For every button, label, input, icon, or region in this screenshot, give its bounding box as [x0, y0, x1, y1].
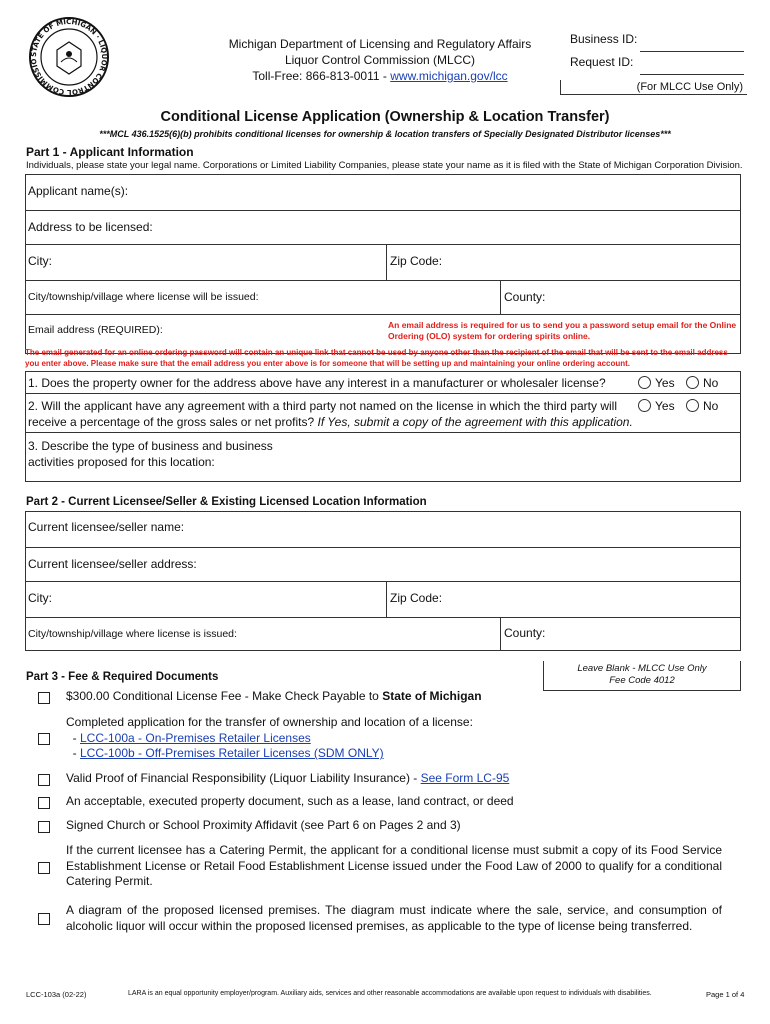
application-item: Completed application for the transfer of ownership and location of a license: - LCC-100a - On-Premises Retailer Licenses - LCC-100b - Off-Premises Retailer Licenses (SDM ONLY)	[66, 715, 473, 760]
catering-permit-item: If the current licensee has a Catering Permit, the applicant for a conditional license must submit a copy of its Food Service Establishment License or Retail Food Establishment License issued under the Food Law of 2000 to qualify for a conditional Catering Permit.	[66, 843, 722, 888]
mlcc-website-link[interactable]: www.michigan.gov/lcc	[390, 69, 508, 83]
questions-box	[25, 371, 741, 482]
part2-box	[25, 511, 741, 651]
q2-yes-radio[interactable]: Yes	[638, 399, 675, 413]
seller-zip-label: Zip Code:	[390, 591, 443, 605]
seller-name-label: Current licensee/seller name:	[28, 520, 185, 534]
part1-instructions: Individuals, please state your legal name. Corporations or Limited Liability Companies, please state your name as it is filed with the State of Michigan Corporation Division.	[26, 160, 743, 171]
applicant-names-label: Applicant name(s):	[28, 184, 129, 198]
form-id: LCC-103a (02-22)	[26, 990, 87, 999]
contact-line: Toll-Free: 866-813-0011 - www.michigan.gov/lcc	[252, 69, 508, 83]
catering-permit-checkbox[interactable]	[38, 862, 50, 874]
business-id-field[interactable]	[640, 50, 744, 52]
q1-yes-radio[interactable]: Yes	[638, 376, 675, 390]
question-2: 2. Will the applicant have any agreement with a third party not named on the license in which the third party will receive a percentage of the gross sales or net profits? If Yes, submit a copy of the agreement with this application.	[28, 399, 633, 429]
part1-box	[25, 174, 741, 354]
question-3: 3. Describe the type of business and business activities proposed for this location:	[28, 439, 273, 469]
request-id-field[interactable]	[640, 73, 744, 75]
diagram-item: A diagram of the proposed licensed premises. The diagram must indicate where the sale, service, and consumption of alcoholic liquor will occur within the proposed licensed premises, as applicable to the type of license being transferred.	[66, 903, 722, 933]
q1-no-radio[interactable]: No	[686, 376, 718, 390]
fee-checkbox[interactable]	[38, 692, 50, 704]
agency-header	[215, 36, 545, 84]
part1-heading: Part 1 - Applicant Information	[26, 145, 194, 159]
lcc-100b-link[interactable]: LCC-100b - Off-Premises Retailer Licenses (SDM ONLY)	[80, 746, 384, 760]
application-checkbox[interactable]	[38, 733, 50, 745]
applicant-names-row[interactable]	[26, 175, 740, 211]
fee-item: $300.00 Conditional License Fee - Make Check Payable to State of Michigan	[66, 689, 482, 703]
email-label: Email address (REQUIRED):	[28, 324, 163, 336]
commission-name: Liquor Control Commission (MLCC)	[284, 53, 476, 67]
question-3-row[interactable]	[26, 433, 740, 481]
form-title: Conditional License Application (Ownership & Location Transfer)	[160, 109, 610, 125]
seller-address-row[interactable]	[26, 548, 740, 582]
svg-text:STATE OF MICHIGAN · LIQUOR CON: STATE OF MICHIGAN · LIQUOR CONTROL COMMISSIO	[29, 17, 109, 97]
seller-address-label: Current licensee/seller address:	[28, 557, 197, 571]
mlcc-use-only-note: (For MLCC Use Only)	[560, 80, 747, 95]
email-warning: The email generated for an online ordering password will contain an unique link that cannot be used by anyone other than the recipient of the email that will be sent to the email address you enter above. Please make sure that the email address you enter above is for someone that will be setting up and maintaining your online ordering account.	[25, 348, 728, 368]
question-1: 1. Does the property owner for the address above have any interest in a manufacturer or wholesaler license?	[28, 376, 606, 390]
property-document-item: An acceptable, executed property document, such as a lease, land contract, or deed	[66, 794, 514, 808]
question-2-row	[26, 394, 740, 433]
lc-95-link[interactable]: See Form LC-95	[420, 771, 510, 785]
seller-name-row[interactable]	[26, 512, 740, 548]
address-row[interactable]	[26, 211, 740, 245]
city-zip-row	[26, 245, 740, 281]
q2-no-radio[interactable]: No	[686, 399, 718, 413]
county-label: County:	[504, 290, 546, 304]
property-document-checkbox[interactable]	[38, 797, 50, 809]
business-id-label: Business ID:	[570, 32, 638, 46]
seller-county-label: County:	[504, 626, 546, 640]
sdd-notice: ***MCL 436.1525(6)(b) prohibits conditional licenses for ownership & location transfers of Specially Designated Distributor licenses***	[99, 129, 671, 139]
eeo-statement: LARA is an equal opportunity employer/program. Auxiliary aids, services and other reasonable accommodations are available upon request to individuals with disabilities.	[128, 990, 652, 997]
page-number: Page 1 of 4	[706, 990, 745, 999]
fee-code-box: Leave Blank - MLCC Use Only Fee Code 4012	[543, 661, 741, 691]
insurance-checkbox[interactable]	[38, 774, 50, 786]
request-id-label: Request ID:	[570, 55, 634, 69]
zip-label: Zip Code:	[390, 254, 443, 268]
lcc-100a-link[interactable]: LCC-100a - On-Premises Retailer Licenses	[80, 730, 311, 745]
township-county-row	[26, 281, 740, 315]
seller-city-label: City:	[28, 591, 52, 605]
city-label: City:	[28, 254, 52, 268]
state-seal-logo	[28, 16, 110, 98]
affidavit-checkbox[interactable]	[38, 821, 50, 833]
seller-township-county-row	[26, 618, 740, 650]
seller-township-label: City/township/village where license is issued:	[28, 628, 237, 640]
part2-heading: Part 2 - Current Licensee/Seller & Existing Licensed Location Information	[26, 496, 427, 508]
email-note: An email address is required for us to send you a password setup email for the Online Ordering (OLO) system for ordering spirits online.	[388, 320, 737, 341]
affidavit-item: Signed Church or School Proximity Affidavit (see Part 6 on Pages 2 and 3)	[66, 818, 461, 832]
agency-name: Michigan Department of Licensing and Regulatory Affairs	[228, 37, 532, 51]
township-label: City/township/village where license will be issued:	[28, 291, 259, 303]
part3-heading: Part 3 - Fee & Required Documents	[26, 671, 219, 683]
seller-city-zip-row	[26, 582, 740, 618]
address-label: Address to be licensed:	[28, 220, 153, 234]
diagram-checkbox[interactable]	[38, 913, 50, 925]
insurance-item: Valid Proof of Financial Responsibility (Liquor Liability Insurance) - See Form LC-95	[66, 771, 510, 785]
question-1-row	[26, 372, 740, 394]
